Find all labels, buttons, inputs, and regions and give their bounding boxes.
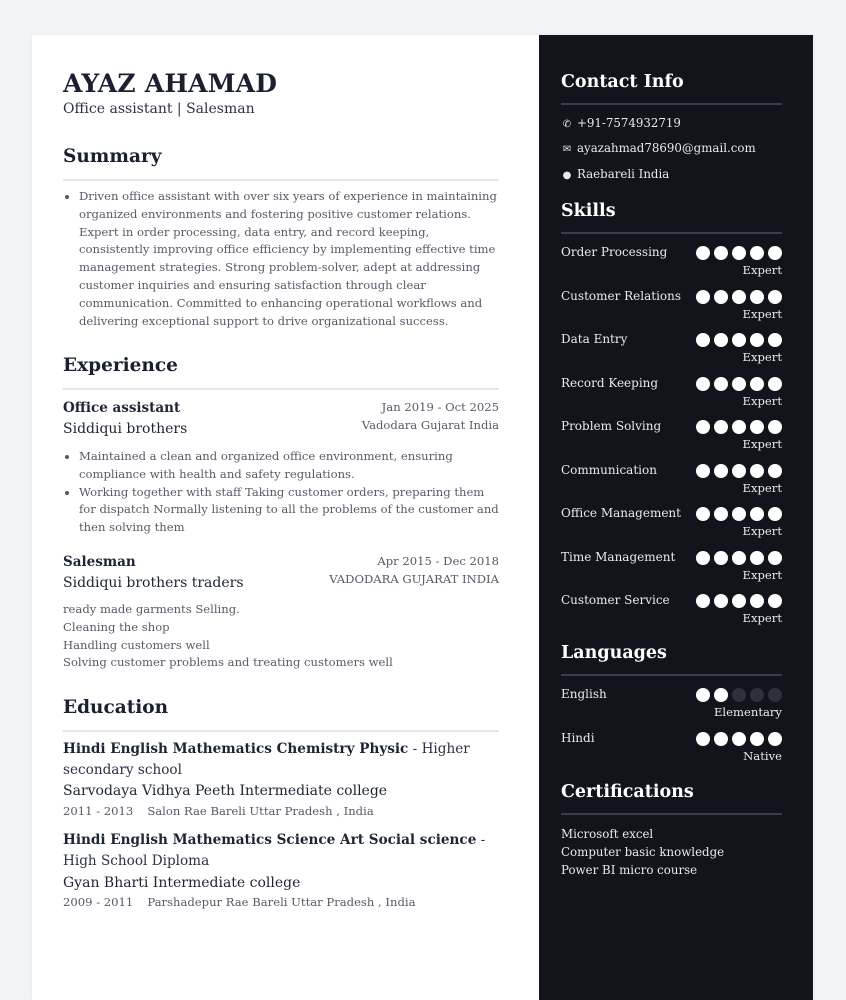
job-line: Handling customers well bbox=[63, 637, 210, 652]
candidate-name: AYAZ AHAMAD bbox=[63, 69, 278, 98]
rating-row bbox=[561, 376, 782, 416]
education-degree: - High School Diploma bbox=[63, 832, 486, 869]
education-heading bbox=[63, 697, 499, 718]
rating-dot-filled bbox=[732, 246, 746, 260]
rating-label: Office Management bbox=[561, 506, 681, 520]
rating-level: Expert bbox=[742, 480, 782, 495]
rating-level: Expert bbox=[742, 437, 782, 451]
rating-row bbox=[561, 731, 782, 771]
location-text: Raebareli India bbox=[577, 167, 670, 181]
rating-dot-filled bbox=[750, 420, 764, 434]
rating-label: Customer Service bbox=[561, 593, 670, 607]
rating-dots bbox=[696, 333, 782, 347]
rating-label: Order Processing bbox=[561, 245, 668, 259]
job-title: Salesman bbox=[63, 554, 136, 570]
contact-location bbox=[561, 167, 669, 181]
rating-dots bbox=[696, 420, 782, 434]
rating-dot-filled bbox=[732, 377, 746, 391]
certification-item: Computer basic knowledge bbox=[561, 845, 725, 859]
rating-row bbox=[561, 593, 782, 633]
job-bullet: • Maintained a clean and organized office environment, ensuring compliance with health and safety regulations. bbox=[79, 448, 499, 484]
certification-item: Microsoft excel bbox=[561, 827, 654, 841]
education-field: Hindi English Mathematics Science Art Social science bbox=[63, 832, 477, 848]
divider bbox=[561, 232, 782, 234]
rating-dots bbox=[696, 507, 782, 521]
rating-dot-filled bbox=[732, 594, 746, 608]
rating-dot-filled bbox=[750, 507, 764, 521]
divider bbox=[561, 813, 782, 815]
divider bbox=[63, 179, 499, 181]
job-line: Solving customer problems and treating customers well bbox=[63, 655, 393, 670]
rating-dot-filled bbox=[732, 290, 746, 304]
job-company: Siddiqui brothers bbox=[63, 421, 188, 437]
rating-dot-filled bbox=[696, 507, 710, 521]
rating-label: Problem Solving bbox=[561, 419, 662, 433]
rating-dot-filled bbox=[714, 594, 728, 608]
rating-dots bbox=[696, 464, 782, 478]
rating-dot-filled bbox=[696, 732, 710, 746]
rating-dot-filled bbox=[714, 732, 728, 746]
rating-dot-filled bbox=[750, 551, 764, 565]
education-title bbox=[63, 830, 499, 872]
education-meta bbox=[63, 804, 374, 818]
rating-row bbox=[561, 687, 782, 727]
rating-dot-filled bbox=[732, 551, 746, 565]
divider bbox=[561, 103, 782, 105]
rating-dots bbox=[696, 551, 782, 565]
rating-row bbox=[561, 245, 782, 285]
rating-dot-filled bbox=[768, 377, 782, 391]
rating-dots bbox=[696, 732, 782, 746]
rating-dot-filled bbox=[714, 507, 728, 521]
rating-dot-filled bbox=[714, 464, 728, 478]
rating-dot-filled bbox=[768, 420, 782, 434]
phone-text: +91-7574932719 bbox=[577, 116, 681, 130]
rating-level: Expert bbox=[742, 524, 782, 538]
education-meta bbox=[63, 895, 416, 909]
rating-dot-filled bbox=[696, 333, 710, 347]
job-company: Siddiqui brothers traders bbox=[63, 575, 244, 591]
certifications-heading-text: Certifications bbox=[561, 782, 694, 802]
education-field: Hindi English Mathematics Chemistry Physic bbox=[63, 741, 409, 757]
rating-dot-filled bbox=[696, 464, 710, 478]
skills-heading-text: Skills bbox=[561, 201, 616, 221]
rating-level: Expert bbox=[742, 393, 782, 408]
rating-dot-filled bbox=[696, 551, 710, 565]
rating-dot-filled bbox=[750, 377, 764, 391]
rating-dot-filled bbox=[768, 732, 782, 746]
rating-dot-filled bbox=[732, 732, 746, 746]
rating-row bbox=[561, 506, 782, 546]
contact-heading bbox=[561, 72, 782, 92]
rating-dot-filled bbox=[696, 377, 710, 391]
rating-label: Customer Relations bbox=[561, 288, 682, 303]
rating-dot-filled bbox=[714, 290, 728, 304]
education-school: Gyan Bharti Intermediate college bbox=[63, 875, 301, 891]
rating-level: Native bbox=[743, 748, 782, 763]
education-years: 2009 - 2011 bbox=[63, 895, 134, 909]
summary-heading bbox=[63, 146, 499, 167]
job-line: ready made garments Selling. bbox=[63, 602, 240, 616]
rating-dot-filled bbox=[750, 464, 764, 478]
rating-dot-filled bbox=[750, 333, 764, 347]
education-heading-text: Education bbox=[63, 697, 169, 718]
rating-row bbox=[561, 289, 782, 329]
rating-label: Hindi bbox=[561, 730, 595, 745]
rating-dot-filled bbox=[768, 551, 782, 565]
rating-dot-empty bbox=[732, 688, 746, 702]
languages-heading-text: Languages bbox=[561, 643, 667, 663]
rating-label: Data Entry bbox=[561, 332, 628, 346]
contact-heading-text: Contact Info bbox=[561, 72, 684, 92]
rating-level: Expert bbox=[742, 350, 782, 364]
location-pin-icon: ● bbox=[562, 170, 572, 181]
rating-label: Record Keeping bbox=[561, 375, 659, 390]
rating-dot-filled bbox=[732, 464, 746, 478]
education-title bbox=[63, 739, 499, 781]
rating-dots bbox=[696, 290, 782, 304]
email-text: ayazahmad78690@gmail.com bbox=[577, 141, 756, 155]
rating-dot-filled bbox=[714, 377, 728, 391]
rating-dot-filled bbox=[768, 290, 782, 304]
rating-dot-filled bbox=[696, 594, 710, 608]
experience-heading bbox=[63, 355, 499, 376]
rating-row bbox=[561, 550, 782, 590]
rating-row bbox=[561, 463, 782, 503]
rating-dot-empty bbox=[768, 688, 782, 702]
rating-dot-filled bbox=[714, 551, 728, 565]
certification-item: Power BI micro course bbox=[561, 863, 698, 877]
job-title: Office assistant bbox=[63, 400, 181, 416]
phone-icon: ✆ bbox=[562, 119, 572, 130]
rating-dot-empty bbox=[750, 688, 764, 702]
rating-label: Time Management bbox=[561, 549, 676, 564]
education-years: 2011 - 2013 bbox=[63, 804, 134, 818]
job-dates: Jan 2019 - Oct 2025 bbox=[381, 400, 499, 414]
candidate-role: Office assistant | Salesman bbox=[63, 101, 255, 117]
job-location: Vadodara Gujarat India bbox=[361, 418, 499, 432]
rating-level: Expert bbox=[742, 306, 782, 321]
contact-email[interactable] bbox=[561, 141, 756, 155]
job-line: Cleaning the shop bbox=[63, 619, 170, 634]
rating-dots bbox=[696, 377, 782, 391]
divider bbox=[63, 730, 499, 732]
rating-dot-filled bbox=[696, 246, 710, 260]
rating-dot-filled bbox=[768, 507, 782, 521]
rating-dot-filled bbox=[696, 688, 710, 702]
summary-bullet: • Driven office assistant with over six years of experience in maintaining organized environments and fostering positive customer relations. Expert in order processing, data entry, and record keeping, consistently improving office efficiency by implementing effective time management strategies. Strong problem-solver, adept at addressing customer inquiries and ensuring satisfaction through clear communication. Committed to enhancing operational workflows and delivering exceptional support to drive organizational success. bbox=[79, 188, 499, 330]
rating-dot-filled bbox=[732, 507, 746, 521]
summary-text bbox=[63, 188, 499, 330]
job-dates: Apr 2015 - Dec 2018 bbox=[377, 554, 499, 568]
rating-row bbox=[561, 419, 782, 459]
rating-dot-filled bbox=[732, 420, 746, 434]
rating-level: Expert bbox=[742, 263, 782, 277]
rating-label: Communication bbox=[561, 462, 657, 477]
rating-dot-filled bbox=[750, 594, 764, 608]
rating-level: Expert bbox=[742, 611, 782, 625]
rating-dot-filled bbox=[750, 732, 764, 746]
rating-dot-filled bbox=[768, 464, 782, 478]
summary-heading-text: Summary bbox=[63, 146, 162, 167]
rating-dot-filled bbox=[768, 246, 782, 260]
rating-dot-filled bbox=[732, 333, 746, 347]
job-bullet: • Working together with staff Taking customer orders, preparing them for dispatch Normally listening to all the problems of the customer and then solving them bbox=[79, 484, 499, 537]
job-bullets bbox=[63, 448, 499, 537]
rating-dot-filled bbox=[714, 246, 728, 260]
education-degree: - Higher secondary school bbox=[63, 741, 470, 778]
education-location: Parshadepur Rae Bareli Uttar Pradesh , India bbox=[147, 895, 416, 909]
rating-level: Elementary bbox=[713, 705, 782, 719]
rating-dot-filled bbox=[750, 246, 764, 260]
contact-phone bbox=[561, 116, 681, 130]
rating-dots bbox=[696, 594, 782, 608]
rating-dots bbox=[696, 246, 782, 260]
rating-level: Expert bbox=[742, 567, 782, 582]
rating-dot-filled bbox=[696, 290, 710, 304]
rating-dot-filled bbox=[768, 594, 782, 608]
rating-dots bbox=[696, 688, 782, 702]
rating-row bbox=[561, 332, 782, 372]
rating-dot-filled bbox=[750, 290, 764, 304]
rating-dot-filled bbox=[696, 420, 710, 434]
rating-dot-filled bbox=[714, 688, 728, 702]
education-school: Sarvodaya Vidhya Peeth Intermediate college bbox=[63, 783, 388, 799]
certifications-list bbox=[561, 825, 724, 879]
sidebar bbox=[539, 35, 813, 1000]
job-location: VADODARA GUJARAT INDIA bbox=[329, 572, 499, 586]
experience-heading-text: Experience bbox=[63, 355, 178, 376]
rating-label: English bbox=[561, 687, 607, 701]
languages-heading bbox=[561, 643, 782, 663]
skills-heading bbox=[561, 201, 782, 221]
rating-dot-filled bbox=[768, 333, 782, 347]
divider bbox=[561, 674, 782, 676]
education-location: Salon Rae Bareli Uttar Pradesh , India bbox=[147, 804, 374, 818]
rating-dot-filled bbox=[714, 420, 728, 434]
certifications-heading bbox=[561, 782, 782, 802]
divider bbox=[63, 388, 499, 390]
resume-page bbox=[32, 35, 813, 1000]
job-lines bbox=[63, 601, 499, 672]
rating-dot-filled bbox=[714, 333, 728, 347]
mail-icon: ✉ bbox=[562, 144, 572, 155]
